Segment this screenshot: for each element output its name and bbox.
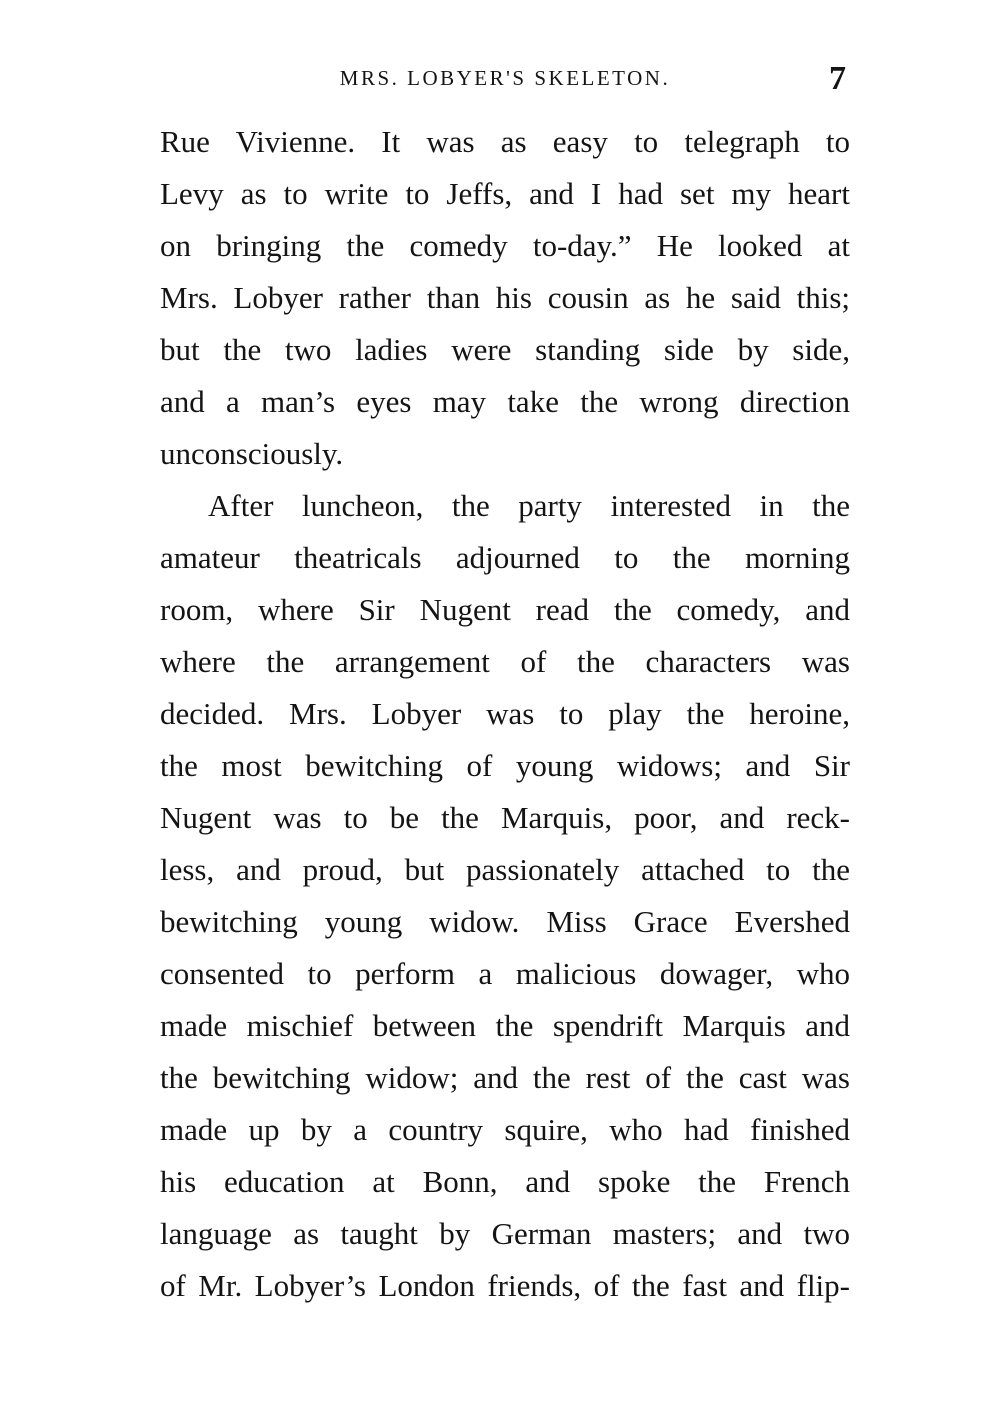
text-line: the most bewitching of young widows; and Sir (160, 748, 850, 783)
text-line: and a man’s eyes may take the wrong direction (160, 384, 850, 419)
text-line: made mischief between the spendrift Marquis and (160, 1008, 850, 1043)
text-line: language as taught by German masters; and two (160, 1216, 850, 1251)
text-line: unconsciously. (160, 436, 344, 471)
running-title: MRS. LOBYER'S SKELETON. (339, 66, 671, 90)
text-line: Mrs. Lobyer rather than his cousin as he said this; (160, 280, 850, 315)
text-line: bewitching young widow. Miss Grace Evershed (160, 904, 850, 939)
text-line: amateur theatricals adjourned to the morning (160, 540, 850, 575)
paragraph-2 (160, 480, 850, 1312)
body-text (160, 116, 850, 1312)
text-line: After luncheon, the party interested in the (208, 488, 850, 523)
page-number: 7 (829, 60, 846, 97)
text-line: but the two ladies were standing side by side, (160, 332, 850, 367)
running-head (160, 60, 850, 100)
text-line: decided. Mrs. Lobyer was to play the heroine, (160, 696, 850, 731)
paragraph-1 (160, 116, 850, 480)
text-line: Levy as to write to Jeffs, and I had set my heart (160, 176, 850, 211)
text-line: his education at Bonn, and spoke the French (160, 1164, 850, 1199)
text-line: Nugent was to be the Marquis, poor, and reck- (160, 800, 850, 835)
text-line: less, and proud, but passionately attached to the (160, 852, 850, 887)
text-line: where the arrangement of the characters was (160, 644, 850, 679)
text-line: on bringing the comedy to-day.” He looked at (160, 228, 850, 263)
text-line: Rue Vivienne. It was as easy to telegraph to (160, 124, 850, 159)
text-line: made up by a country squire, who had finished (160, 1112, 850, 1147)
text-line: consented to perform a malicious dowager, who (160, 956, 850, 991)
text-line: room, where Sir Nugent read the comedy, and (160, 592, 850, 627)
text-line: the bewitching widow; and the rest of the cast was (160, 1060, 850, 1095)
text-line: of Mr. Lobyer’s London friends, of the fast and flip- (160, 1268, 850, 1303)
